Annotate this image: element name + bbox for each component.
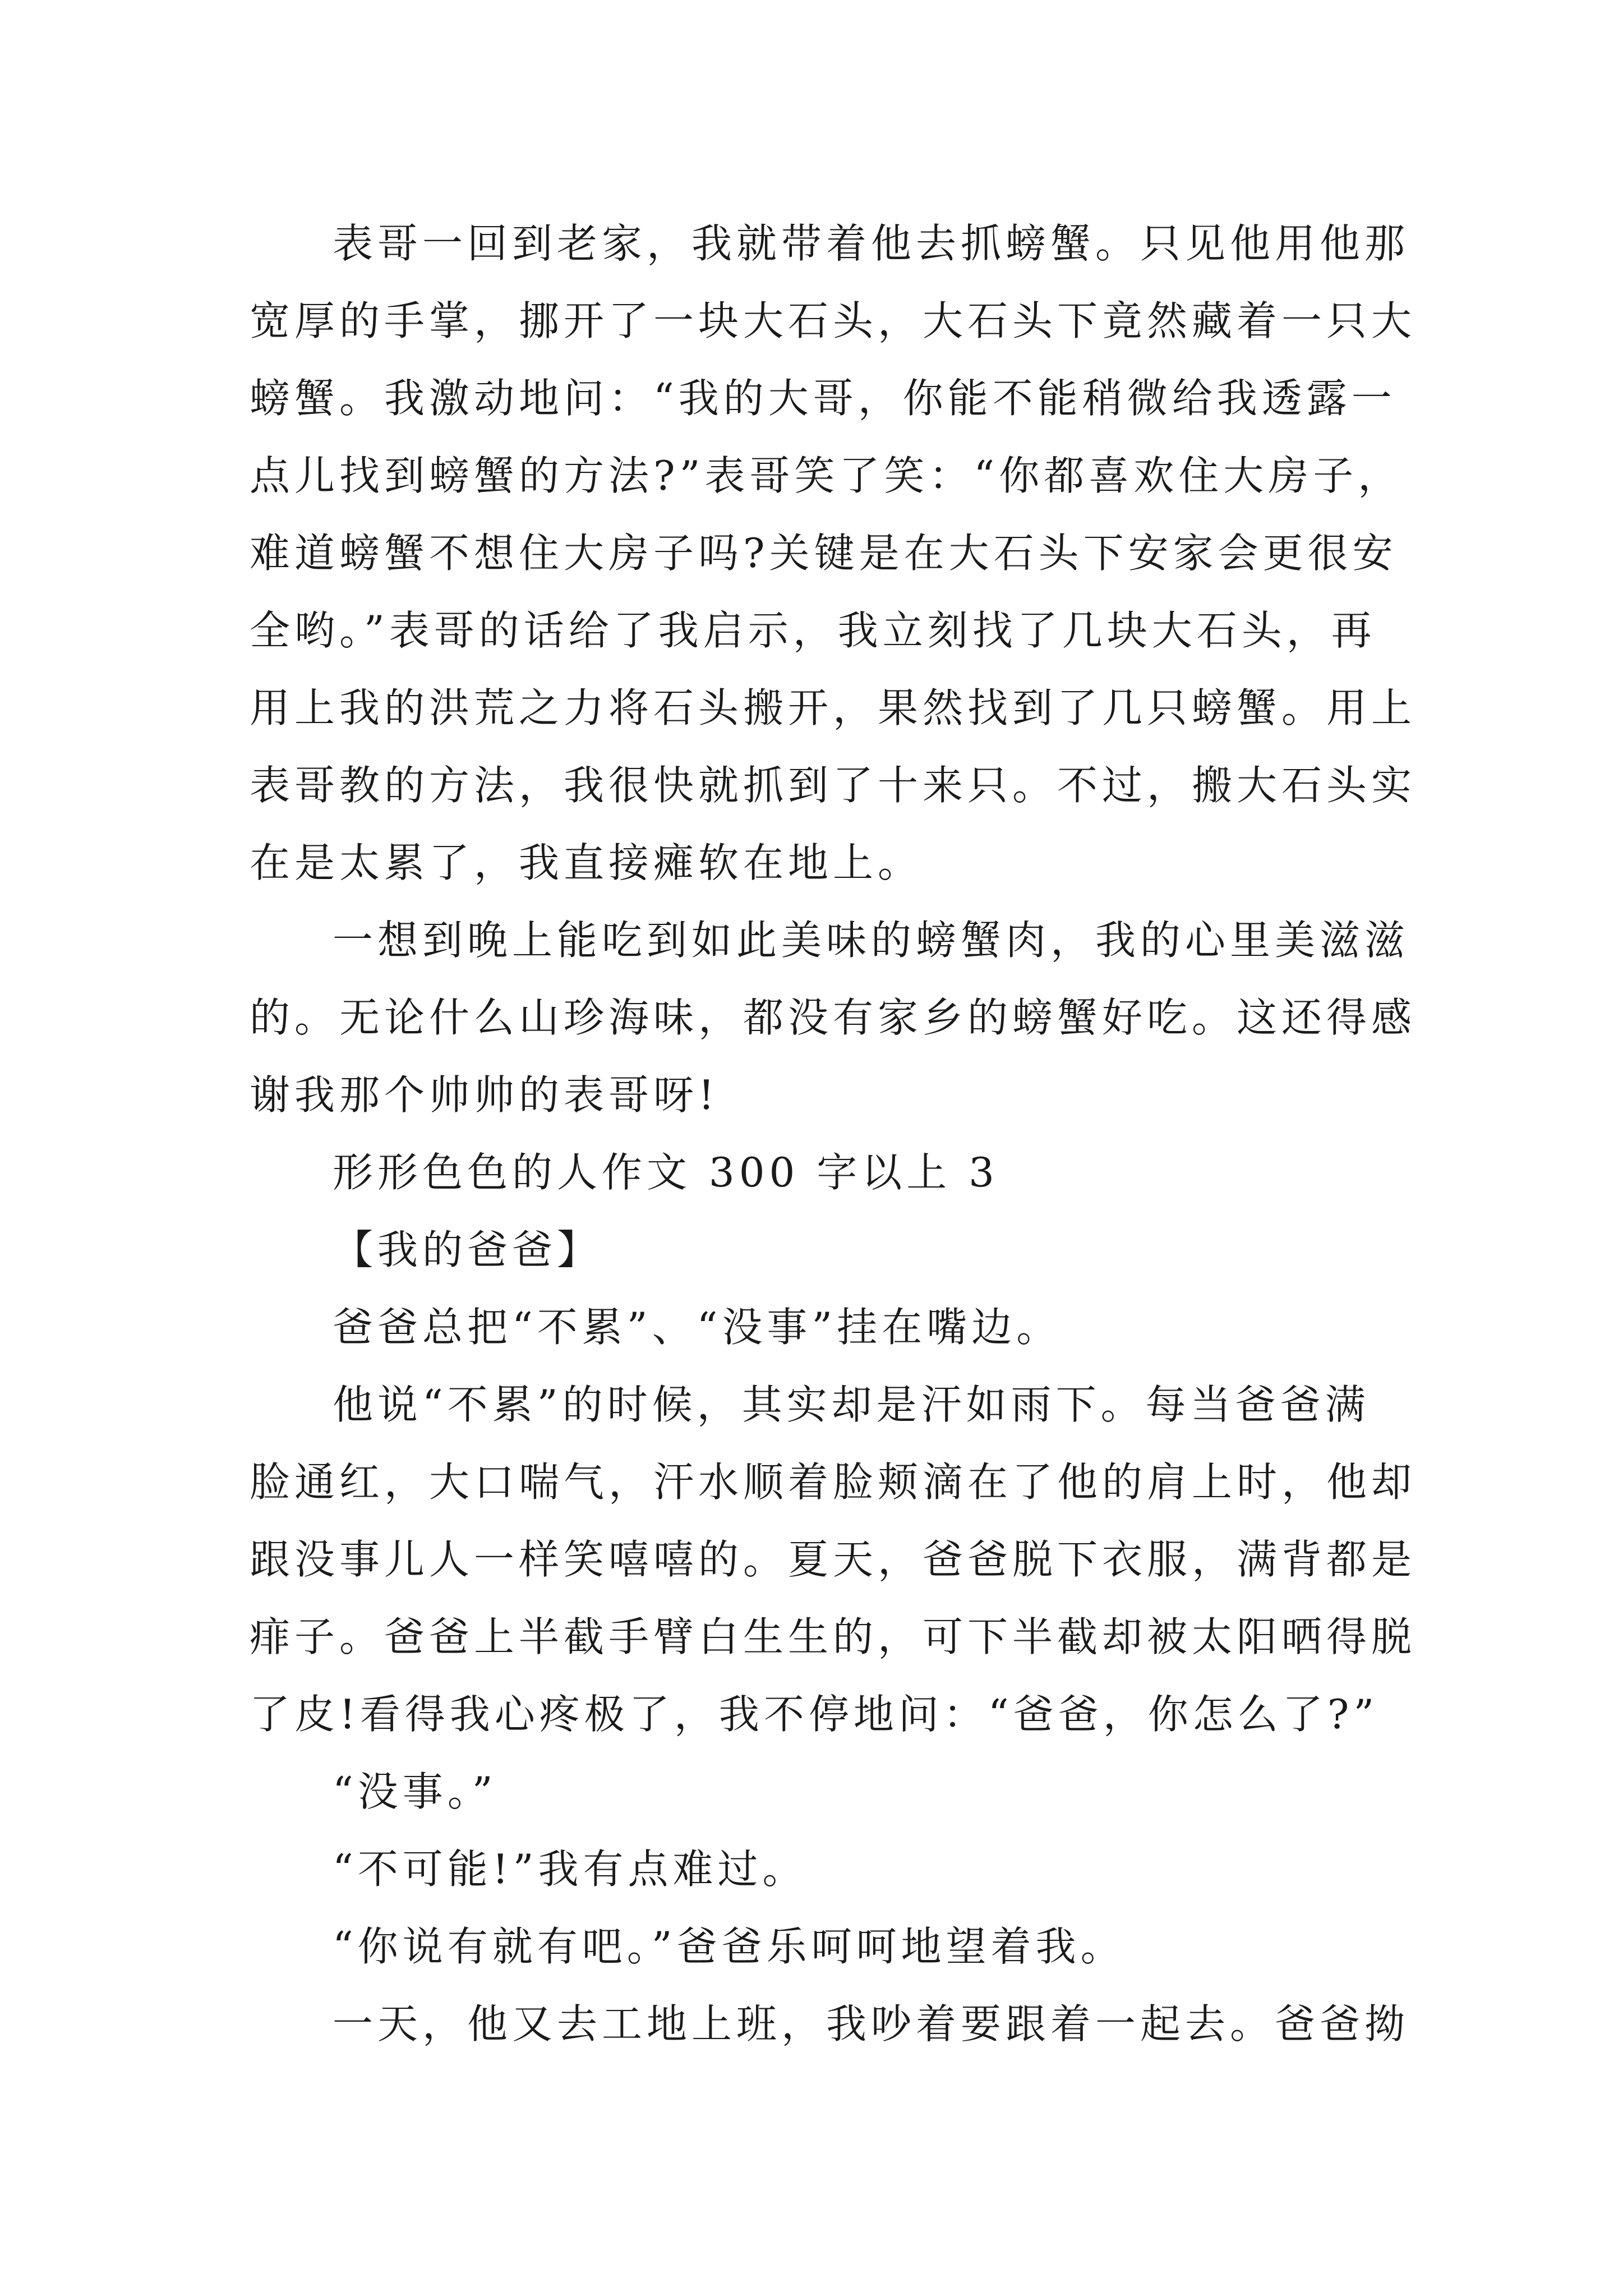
text-line: 难道螃蟹不想住大房子吗?关键是在大石头下安家会更很安 bbox=[250, 530, 1398, 577]
text-line: 一想到晚上能吃到如此美味的螃蟹肉，我的心里美滋滋 bbox=[333, 917, 1410, 964]
text-line: 爸爸总把“不累”、“没事”挂在嘴边。 bbox=[333, 1304, 1062, 1351]
text-line: 螃蟹。我激动地问：“我的大哥，你能不能稍微给我透露一 bbox=[250, 375, 1396, 422]
text-line: “没事。” bbox=[333, 1768, 497, 1815]
text-line: 表哥教的方法，我很快就抓到了十来只。不过，搬大石头实 bbox=[250, 762, 1417, 809]
essay-text bbox=[250, 205, 1417, 2063]
text-line: 的。无论什么山珍海味，都没有家乡的螃蟹好吃。这还得感 bbox=[250, 994, 1417, 1041]
text-line: 一天，他又去工地上班，我吵着要跟着一起去。爸爸拗 bbox=[333, 2000, 1410, 2047]
text-line: 宽厚的手掌，挪开了一块大石头，大石头下竟然藏着一只大 bbox=[250, 297, 1417, 344]
text-line: 用上我的洪荒之力将石头搬开，果然找到了几只螃蟹。用上 bbox=[250, 684, 1417, 731]
text-line: 他说“不累”的时候，其实却是汗如雨下。每当爸爸满 bbox=[333, 1381, 1370, 1428]
text-line: 表哥一回到老家，我就带着他去抓螃蟹。只见他用他那 bbox=[333, 220, 1410, 267]
text-line: 点儿找到螃蟹的方法?”表哥笑了笑：“你都喜欢住大房子， bbox=[250, 452, 1403, 499]
text-line: “你说有就有吧。”爸爸乐呵呵地望着我。 bbox=[333, 1923, 1126, 1970]
text-line: “不可能!”我有点难过。 bbox=[333, 1846, 808, 1893]
text-line: 谢我那个帅帅的表哥呀! bbox=[250, 1071, 719, 1119]
text-line: 全哟。”表哥的话给了我启示，我立刻找了几块大石头，再 bbox=[250, 607, 1376, 654]
text-line: 了皮!看得我心疼极了，我不停地问：“爸爸，你怎么了?” bbox=[250, 1691, 1379, 1738]
text-line: 脸通红，大口喘气，汗水顺着脸颊滴在了他的肩上时，他却 bbox=[250, 1458, 1417, 1506]
text-line: 跟没事儿人一样笑嘻嘻的。夏天，爸爸脱下衣服，满背都是 bbox=[250, 1536, 1417, 1583]
section-heading: 形形色色的人作文 300 字以上 3 bbox=[333, 1149, 999, 1196]
text-line: 痱子。爸爸上半截手臂白生生的，可下半截却被太阳晒得脱 bbox=[250, 1613, 1417, 1660]
text-line: 在是太累了，我直接瘫软在地上。 bbox=[250, 839, 923, 886]
essay-title: 【我的爸爸】 bbox=[333, 1226, 602, 1273]
